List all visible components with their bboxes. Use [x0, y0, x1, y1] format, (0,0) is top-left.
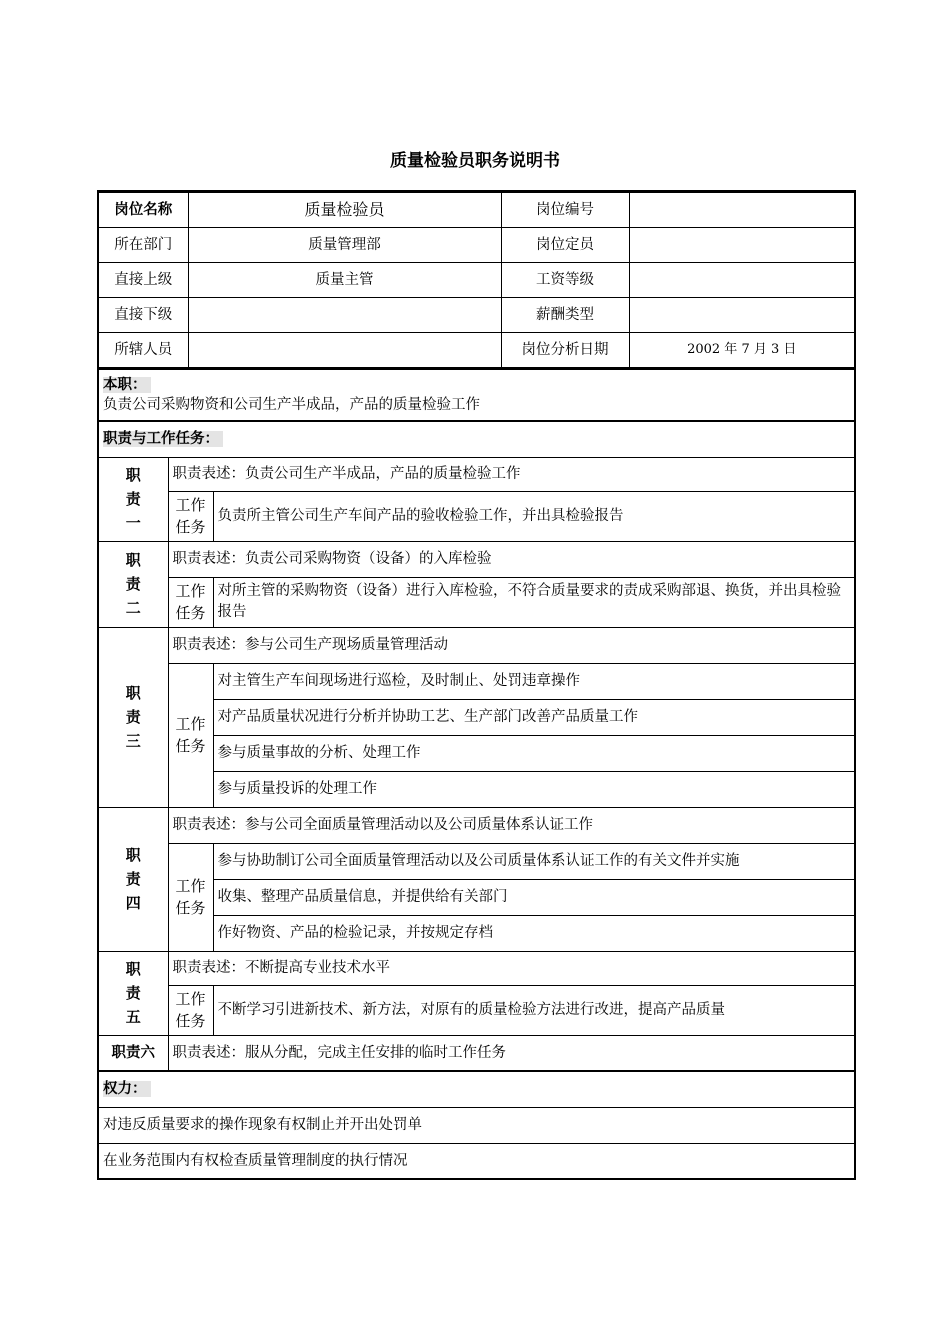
label-department: 所在部门 [98, 228, 188, 263]
duty-2-task-1: 对所主管的采购物资（设备）进行入库检验，不符合质量要求的责成采购部退、换货，并出具检验报告 [213, 577, 855, 627]
duty-5-task-label: 工作任务 [168, 985, 213, 1035]
power-2: 在业务范围内有权检查质量管理制度的执行情况 [98, 1143, 855, 1179]
power-1: 对违反质量要求的操作现象有权制止并开出处罚单 [98, 1107, 855, 1143]
value-position-code [629, 192, 855, 228]
value-staff [188, 333, 501, 368]
value-salary-grade [629, 263, 855, 298]
duty-2-desc: 职责表述：负责公司采购物资（设备）的入库检验 [168, 541, 855, 577]
duty-4-task-2: 收集、整理产品质量信息，并提供给有关部门 [213, 879, 855, 915]
duties-table [97, 368, 856, 1180]
duty-3-desc: 职责表述：参与公司生产现场质量管理活动 [168, 627, 855, 663]
value-analysis-date: 2002 年 7 月 3 日 [629, 333, 855, 368]
label-analysis-date: 岗位分析日期 [501, 333, 629, 368]
duty-3-task-label: 工作任务 [168, 663, 213, 807]
job-description-form [97, 190, 854, 1180]
label-staff: 所辖人员 [98, 333, 188, 368]
label-subordinate: 直接下级 [98, 298, 188, 333]
value-supervisor: 质量主管 [188, 263, 501, 298]
duty-4-label: 职责四 [98, 807, 168, 951]
duty-5-task-1: 不断学习引进新技术、新方法，对原有的质量检验方法进行改进，提高产品质量 [213, 985, 855, 1035]
label-position-name: 岗位名称 [98, 192, 188, 228]
duty-1-label: 职责一 [98, 457, 168, 541]
document-title: 质量检验员职务说明书 [390, 151, 560, 171]
label-pay-type: 薪酬类型 [501, 298, 629, 333]
duty-5-desc: 职责表述：不断提高专业技术水平 [168, 951, 855, 985]
duty-heading: 本职： [103, 376, 850, 394]
duty-2-label: 职责二 [98, 541, 168, 627]
duty-1-desc: 职责表述：负责公司生产半成品，产品的质量检验工作 [168, 457, 855, 491]
duty-4-task-label: 工作任务 [168, 843, 213, 951]
value-subordinate [188, 298, 501, 333]
value-department: 质量管理部 [188, 228, 501, 263]
duty-2-task-label: 工作任务 [168, 577, 213, 627]
label-headcount: 岗位定员 [501, 228, 629, 263]
duty-4-task-3: 作好物资、产品的检验记录，并按规定存档 [213, 915, 855, 951]
power-heading: 权力： [103, 1080, 850, 1098]
duty-4-desc: 职责表述：参与公司全面质量管理活动以及公司质量体系认证工作 [168, 807, 855, 843]
label-position-code: 岗位编号 [501, 192, 629, 228]
duty-3-task-1: 对主管生产车间现场进行巡检，及时制止、处罚违章操作 [213, 663, 855, 699]
label-salary-grade: 工资等级 [501, 263, 629, 298]
duty-3-task-4: 参与质量投诉的处理工作 [213, 771, 855, 807]
duty-4-task-1: 参与协助制订公司全面质量管理活动以及公司质量体系认证工作的有关文件并实施 [213, 843, 855, 879]
duty-1-task-1: 负责所主管公司生产车间产品的验收检验工作，并出具检验报告 [213, 491, 855, 541]
value-pay-type [629, 298, 855, 333]
value-headcount [629, 228, 855, 263]
duty-5-label: 职责五 [98, 951, 168, 1035]
value-position-name: 质量检验员 [188, 192, 501, 228]
label-supervisor: 直接上级 [98, 263, 188, 298]
duty-6-desc: 职责表述：服从分配，完成主任安排的临时工作任务 [168, 1035, 855, 1071]
duty-3-label: 职责三 [98, 627, 168, 807]
duty-3-task-3: 参与质量事故的分析、处理工作 [213, 735, 855, 771]
duty-text: 负责公司采购物资和公司生产半成品，产品的质量检验工作 [103, 397, 480, 413]
duty-3-task-2: 对产品质量状况进行分析并协助工艺、生产部门改善产品质量工作 [213, 699, 855, 735]
info-table [97, 190, 856, 368]
duty-1-task-label: 工作任务 [168, 491, 213, 541]
tasks-heading: 职责与工作任务： [103, 430, 850, 448]
duty-6-label: 职责六 [98, 1035, 168, 1071]
